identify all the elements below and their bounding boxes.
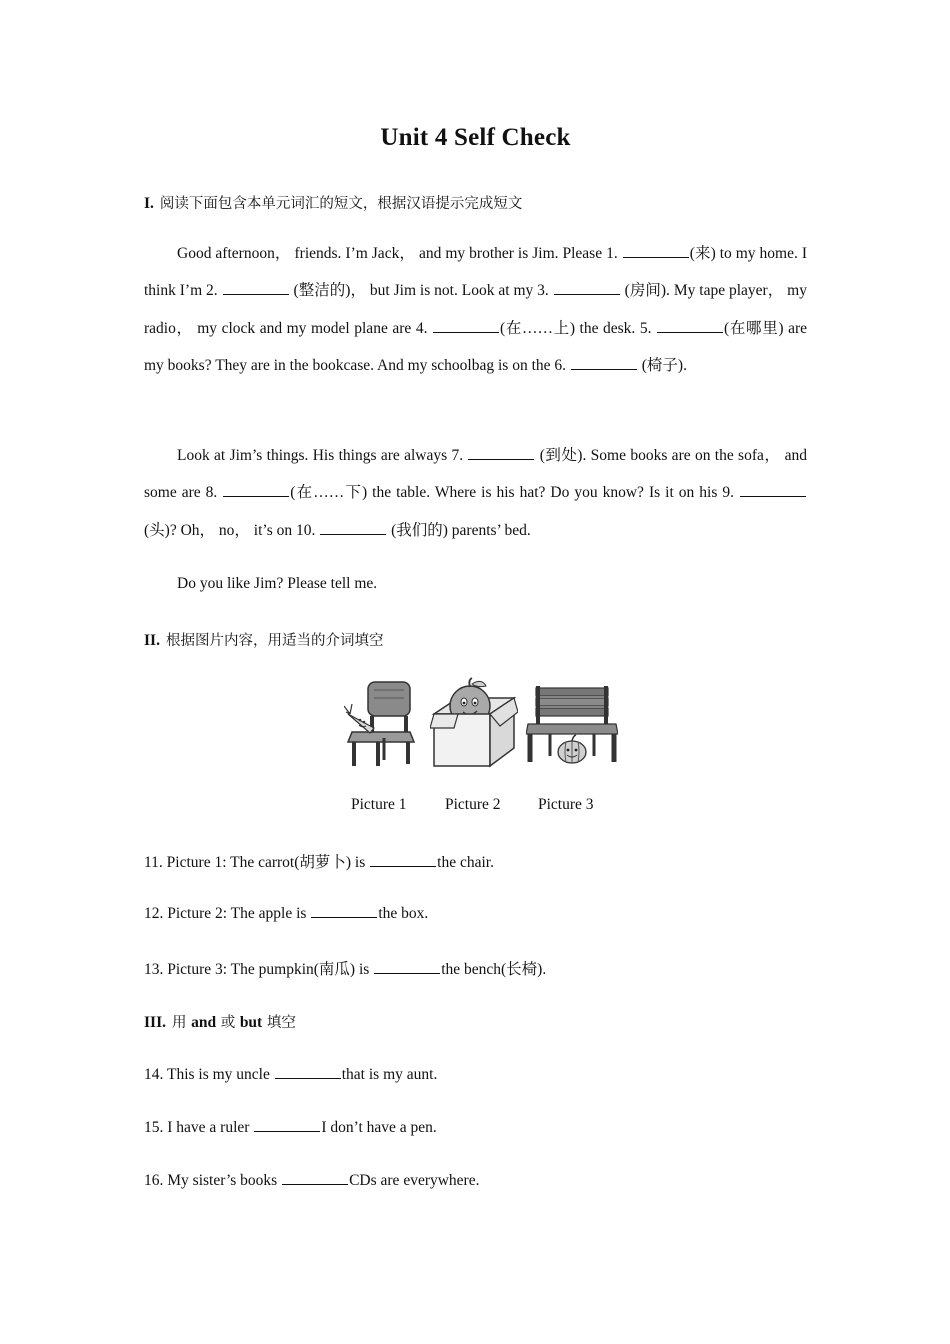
passage-text: (我们的) parents’ bed. bbox=[387, 521, 531, 539]
question-11 bbox=[144, 850, 494, 872]
blank-8[interactable] bbox=[223, 482, 289, 497]
question-text: 13. Picture 3: The pumpkin(南瓜) is bbox=[144, 961, 374, 978]
chair-carrot-picture bbox=[344, 676, 420, 770]
passage-text: Look at Jim’s things. His things are always 7. bbox=[177, 447, 468, 464]
passage-text: (房间). My tape player， my radio， my clock and my model plane are 4. bbox=[144, 282, 807, 337]
blank-2[interactable] bbox=[223, 280, 289, 295]
question-text: CDs are everywhere. bbox=[349, 1172, 480, 1189]
question-text: the box. bbox=[378, 905, 429, 922]
passage-text: (在……下) the table. Where is his hat? Do you know? Is it on his 9. bbox=[290, 484, 740, 502]
question-text: 11. Picture 1: The carrot(胡萝卜) is bbox=[144, 854, 370, 871]
blank-9[interactable] bbox=[740, 482, 806, 497]
section-3-number: III. bbox=[144, 1014, 166, 1031]
blank-5[interactable] bbox=[657, 318, 723, 333]
blank-6[interactable] bbox=[571, 355, 637, 370]
question-text: 16. My sister’s books bbox=[144, 1172, 282, 1189]
passage-text: (来) to my home. I think I’m 2. bbox=[144, 245, 807, 300]
blank-10[interactable] bbox=[320, 520, 386, 535]
question-text: the chair. bbox=[437, 854, 494, 871]
question-16 bbox=[144, 1170, 479, 1190]
section-2-heading bbox=[144, 629, 383, 650]
section-3-heading bbox=[144, 1011, 296, 1032]
question-text: the bench(长椅). bbox=[441, 961, 547, 978]
blank-3[interactable] bbox=[554, 280, 620, 295]
question-14 bbox=[144, 1064, 437, 1084]
passage-text: Good afternoon， friends. I’m Jack， and my brother is Jim. Please 1. bbox=[177, 245, 622, 262]
blank-15[interactable] bbox=[254, 1117, 320, 1132]
question-15 bbox=[144, 1117, 437, 1137]
section-1-instruction: 阅读下面包含本单元词汇的短文，根据汉语提示完成短文 bbox=[159, 196, 523, 212]
section-3-instruction-pre: 用 bbox=[171, 1015, 192, 1031]
question-text: that is my aunt. bbox=[341, 1066, 438, 1083]
page-title: Unit 4 Self Check bbox=[380, 124, 571, 151]
passage-text: (头)? Oh， no， it’s on 10. bbox=[144, 521, 320, 539]
question-text: I don’t have a pen. bbox=[321, 1119, 437, 1136]
section-3-instruction-post: 填空 bbox=[262, 1015, 296, 1031]
blank-14[interactable] bbox=[275, 1064, 341, 1079]
question-text: 14. This is my uncle bbox=[144, 1066, 274, 1083]
section-3-instruction-mid: 或 bbox=[216, 1015, 240, 1031]
blank-16[interactable] bbox=[282, 1170, 348, 1185]
question-13 bbox=[144, 957, 546, 979]
apple-box-picture bbox=[430, 676, 518, 770]
passage-text: (到处). Some books are on the sofa， and some are 8. bbox=[144, 447, 807, 502]
blank-4[interactable] bbox=[433, 318, 499, 333]
question-text: 12. Picture 2: The apple is bbox=[144, 905, 311, 922]
passage-paragraph-3: Do you like Jim? Please tell me. bbox=[177, 575, 378, 592]
passage-text: (椅子). bbox=[637, 357, 687, 375]
pumpkin-bench-picture bbox=[526, 676, 618, 770]
blank-12[interactable] bbox=[311, 903, 377, 918]
question-12 bbox=[144, 903, 428, 923]
passage-text: (在……上) the desk. 5. bbox=[500, 319, 657, 337]
passage-paragraph-2 bbox=[144, 437, 807, 549]
passage-paragraph-1 bbox=[144, 235, 807, 385]
blank-1[interactable] bbox=[623, 243, 689, 258]
blank-7[interactable] bbox=[468, 445, 534, 460]
section-3-instruction-and: and bbox=[191, 1014, 217, 1031]
passage-text: (整洁的)， but Jim is not. Look at my 3. bbox=[289, 282, 553, 300]
question-text: 15. I have a ruler bbox=[144, 1119, 254, 1136]
caption-picture-1: Picture 1 bbox=[351, 796, 407, 813]
passage-text: (在哪里) are my books? They are in the bookcase. And my schoolbag is on the 6. bbox=[144, 319, 807, 375]
section-2-number: II. bbox=[144, 632, 160, 649]
pictures-row bbox=[344, 676, 614, 770]
section-2-instruction: 根据图片内容，用适当的介词填空 bbox=[165, 633, 384, 649]
caption-picture-2: Picture 2 bbox=[445, 796, 501, 813]
section-1-heading bbox=[144, 192, 522, 213]
blank-11[interactable] bbox=[370, 852, 436, 867]
section-3-instruction-but: but bbox=[239, 1014, 263, 1031]
section-1-number: I. bbox=[144, 195, 154, 212]
caption-picture-3: Picture 3 bbox=[538, 796, 594, 813]
blank-13[interactable] bbox=[374, 959, 440, 974]
